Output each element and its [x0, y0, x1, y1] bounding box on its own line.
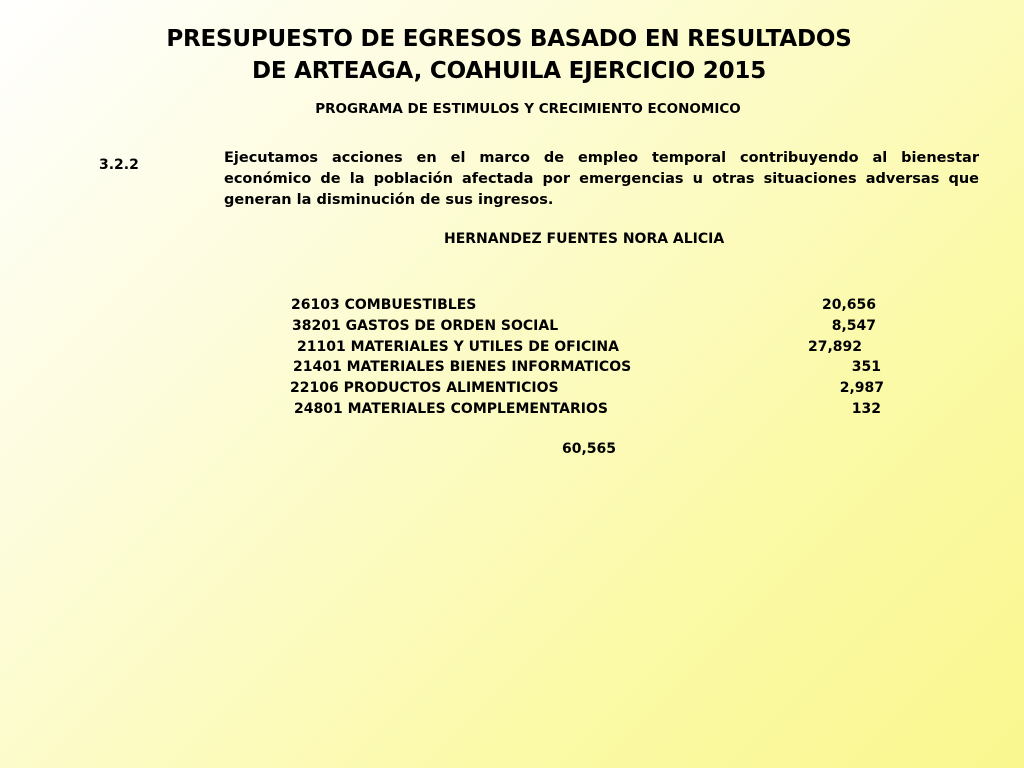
title-line-2: DE ARTEAGA, COAHUILA EJERCICIO 2015 [251, 58, 767, 84]
budget-total: 60,565 [562, 441, 617, 457]
budget-item-amount: 27,892 [807, 339, 862, 355]
action-code: 3.2.2 [99, 157, 139, 173]
title-line-1: PRESUPUESTO DE EGRESOS BASADO EN RESULTADOS [166, 26, 852, 52]
budget-item-amount: 351 [851, 359, 881, 375]
budget-item-amount: 20,656 [821, 297, 876, 313]
budget-item-amount: 132 [851, 401, 881, 417]
action-description: Ejecutamos acciones en el marco de empleo temporal contribuyendo al bienestar económico de la población afectada por emergencias u otras situaciones adversas que generan la disminución de sus ingresos. [224, 150, 979, 208]
budget-item-label: 26103 COMBUESTIBLES [291, 297, 477, 313]
budget-item-amount: 8,547 [831, 318, 876, 334]
responsible-name: HERNANDEZ FUENTES NORA ALICIA [444, 231, 725, 247]
budget-item-label: 38201 GASTOS DE ORDEN SOCIAL [292, 318, 559, 334]
budget-item-label: 21401 MATERIALES BIENES INFORMATICOS [293, 359, 632, 375]
budget-item-label: 24801 MATERIALES COMPLEMENTARIOS [294, 401, 608, 417]
budget-item-amount: 2,987 [839, 380, 884, 396]
program-subtitle: PROGRAMA DE ESTIMULOS Y CRECIMIENTO ECONOMICO [315, 101, 741, 117]
budget-item-label: 21101 MATERIALES Y UTILES DE OFICINA [297, 339, 619, 355]
budget-item-label: 22106 PRODUCTOS ALIMENTICIOS [290, 380, 559, 396]
